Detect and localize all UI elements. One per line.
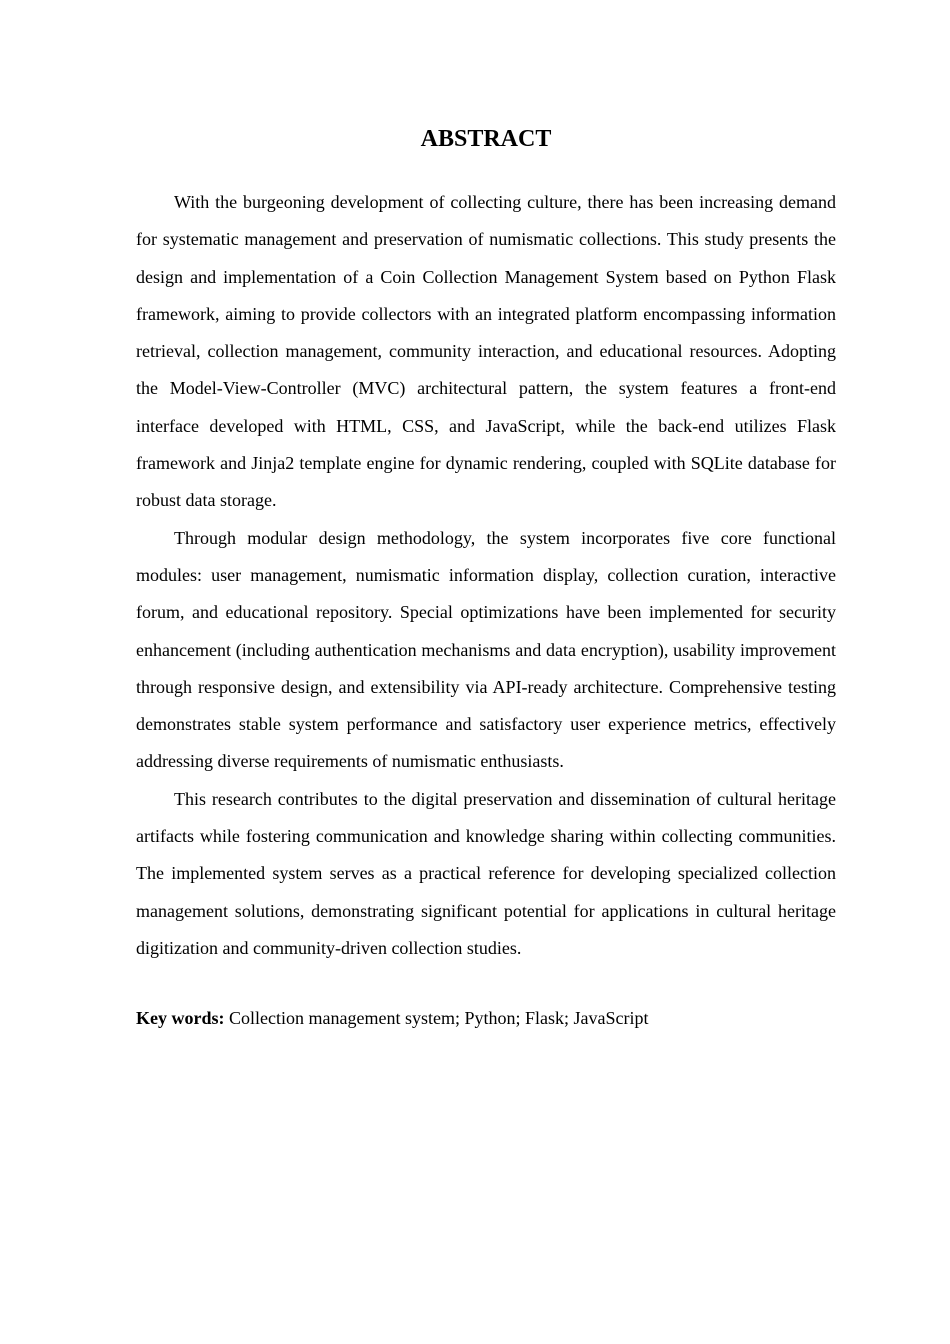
keywords-list: Collection management system; Python; Flask; JavaScript xyxy=(224,1008,649,1028)
abstract-body xyxy=(136,184,836,967)
abstract-paragraph-2: Through modular design methodology, the system incorporates five core functional modules: user management, numismatic information display, collection curation, interactive forum, and educational repository. Special optimizations have been implemented for security enhancement (including authentication mechanisms and data encryption), usability improvement through responsive design, and extensibility via API-ready architecture. Comprehensive testing demonstrates stable system performance and satisfactory user experience metrics, effectively addressing diverse requirements of numismatic enthusiasts. xyxy=(136,527,836,772)
abstract-title: ABSTRACT xyxy=(420,126,552,152)
abstract-paragraph-3: This research contributes to the digital preservation and dissemination of cultural heritage artifacts while fostering communication and knowledge sharing within collecting communities. The implemented system serves as a practical reference for developing specialized collection management solutions, demonstrating significant potential for applications in cultural heritage digitization and community-driven collection studies. xyxy=(136,788,836,958)
keywords-line xyxy=(136,1003,836,1033)
abstract-paragraph-1: With the burgeoning development of collecting culture, there has been increasing demand for systematic management and preservation of numismatic collections. This study presents the design and implementation of a Coin Collection Management System based on Python Flask framework, aiming to provide collectors with an integrated platform encompassing information retrieval, collection management, community interaction, and educational resources. Adopting the Model-View-Controller (MVC) architectural pattern, the system features a front-end interface developed with HTML, CSS, and JavaScript, while the back-end utilizes Flask framework and Jinja2 template engine for dynamic rendering, coupled with SQLite database for robust data storage. xyxy=(136,192,836,511)
keywords-label: Key words: xyxy=(136,1008,225,1028)
